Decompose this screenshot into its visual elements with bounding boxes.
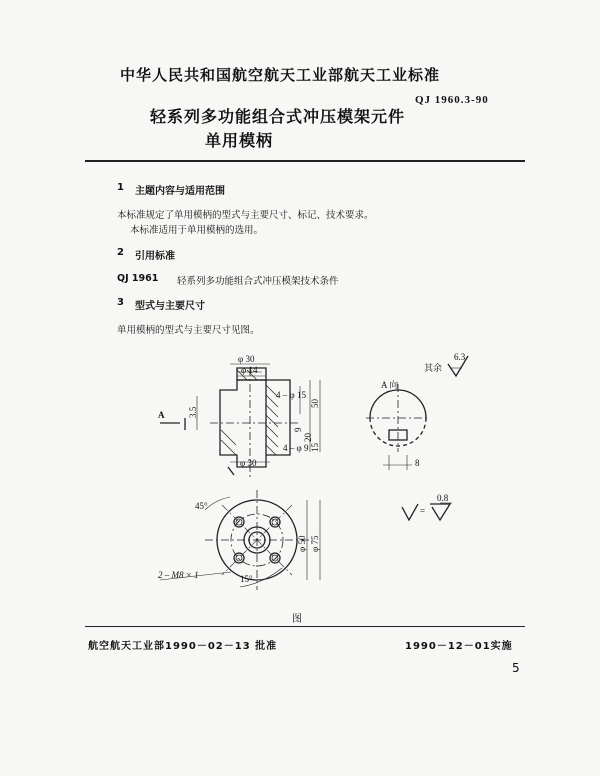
label-4-dia9: 4 – φ 9: [283, 443, 309, 453]
footer-effective-date: 1990－12－01实施: [405, 641, 513, 652]
document-title: 轻系列多功能组合式冲压模架元件: [150, 107, 406, 126]
label-thread: 2 – M8 × 1: [158, 570, 199, 580]
label-section-a: A: [158, 410, 165, 420]
section-3-number: 3: [117, 297, 124, 308]
label-9: 9: [293, 427, 303, 432]
section-2-number: 2: [117, 247, 124, 258]
label-20: 20: [303, 433, 313, 442]
section-1-para-2: 本标准适用于单用模柄的选用。: [130, 225, 264, 236]
label-3-5: 3.5: [188, 406, 198, 418]
label-dia50: φ 50: [297, 535, 307, 552]
section-1-para-1: 本标准规定了单用模柄的型式与主要尺寸、标记、技术要求。: [117, 210, 374, 221]
section-3-heading: 型式与主要尺寸: [135, 301, 205, 312]
section-2-heading: 引用标准: [135, 251, 175, 262]
label-dia30-top: φ 30: [238, 354, 255, 364]
label-roughness-0-8: 0.8: [437, 493, 449, 503]
document-subtitle: 单用模柄: [205, 131, 274, 150]
roughness-symbols: [402, 356, 468, 520]
label-rest: 其余: [424, 363, 443, 373]
label-8: 8: [415, 458, 420, 468]
label-roughness-6-3: 6.3: [454, 352, 466, 362]
reference-title: 轻系列多功能组合式冲压模架技术条件: [177, 276, 339, 287]
footer-rule: [85, 626, 525, 627]
page-number: 5: [512, 661, 520, 675]
section-1-heading: 主题内容与适用范围: [135, 186, 225, 197]
label-dia14: φ 14: [241, 365, 258, 375]
standard-code: QJ 1960.3-90: [415, 94, 489, 106]
label-view-a: A 向: [381, 380, 399, 390]
footer-issuer: 航空航天工业部1990－02－13 批准: [88, 641, 278, 652]
figure-caption: 图: [292, 614, 302, 625]
section-1-number: 1: [117, 182, 124, 193]
label-50: 50: [310, 399, 320, 408]
view-a: [366, 384, 430, 470]
section-3-para-1: 单用模柄的型式与主要尺寸见图。: [117, 325, 260, 336]
label-15: 15: [310, 443, 320, 452]
label-equals: =: [420, 506, 426, 516]
label-angle-45: 45°: [195, 501, 208, 511]
label-4-dia15: 4 – φ 15: [276, 390, 306, 400]
reference-code: QJ 1961: [117, 273, 159, 284]
label-dia75: φ 75: [310, 535, 320, 552]
standard-title: 中华人民共和国航空航天工业部航天工业标准: [120, 66, 441, 84]
label-angle-15: 15°: [240, 574, 253, 584]
label-dia30-bottom: φ 30: [240, 458, 257, 468]
